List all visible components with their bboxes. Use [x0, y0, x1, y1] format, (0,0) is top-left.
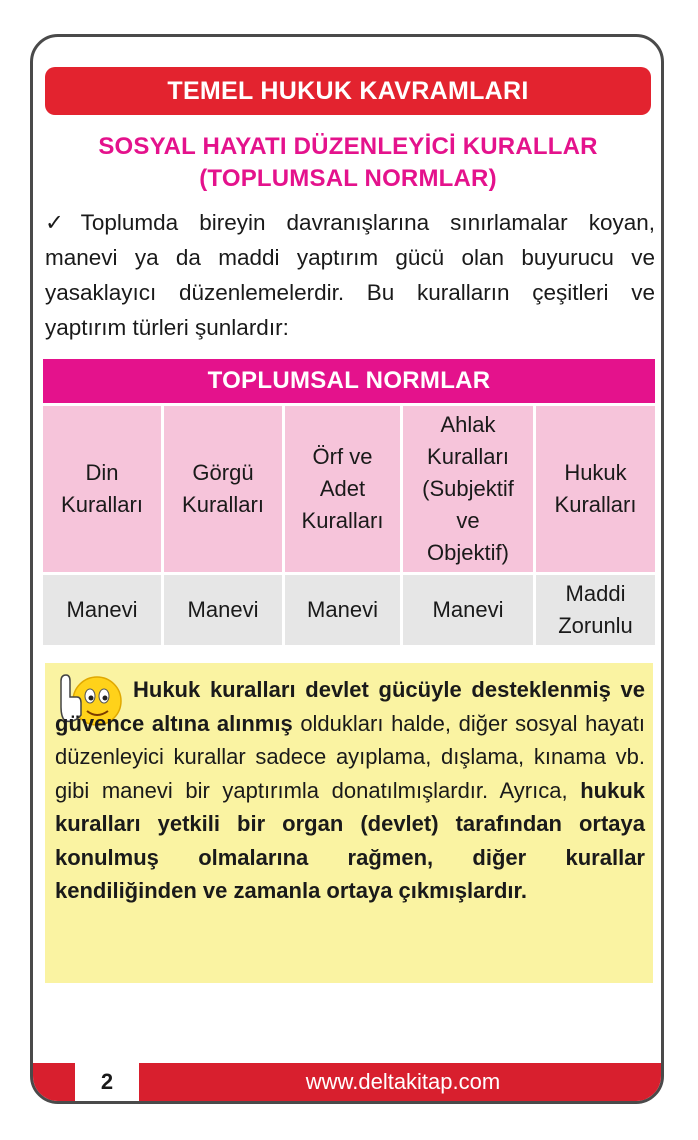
value-cell-din	[43, 575, 161, 645]
page-footer	[33, 1063, 664, 1101]
header-cell-line: Adet	[319, 476, 366, 501]
note-box	[45, 663, 653, 983]
header-cell-line: Kuralları	[427, 444, 509, 469]
norms-table-title-text: TOPLUMSAL NORMLAR	[207, 367, 491, 394]
value-cell-line: Manevi	[432, 597, 504, 622]
value-cell-gorgu	[164, 575, 282, 645]
info-card	[30, 34, 664, 1104]
page-number: 2	[100, 1069, 114, 1094]
note-text	[55, 673, 645, 908]
value-cell-line: Manevi	[307, 597, 378, 622]
value-cell-line: Manevi	[66, 597, 138, 622]
value-cell-ahlak	[403, 575, 533, 645]
header-cell-line: Kuralları	[301, 508, 384, 533]
intro-paragraph	[45, 205, 655, 345]
value-cell-orf-adet	[285, 575, 400, 645]
header-cell-line: (Subjektif	[422, 476, 514, 501]
note-bold-1: Hukuk kuralları devlet gücüyle desteklenmiş ve güvence altına alınmış	[55, 677, 645, 736]
header-cell-line: Ahlak	[440, 412, 496, 437]
header-cell-line: Örf ve	[312, 444, 373, 469]
norms-table-title	[43, 359, 655, 403]
page-number-box	[75, 1063, 139, 1101]
value-cell-line: Maddi	[565, 581, 626, 606]
header-cell-gorgu	[164, 406, 282, 572]
intro-text: Toplumda bireyin davranışlarına sınırlamalar koyan, manevi ya da maddi yaptırım gücü olan buyurucu ve yasaklayıcı düzenlemelerdir. Bu kuralların çeşitleri ve yaptırım türleri şunlardır:	[45, 210, 656, 340]
header-cell-din	[43, 406, 161, 572]
header-cell-line: Hukuk	[564, 460, 627, 485]
note-plain-1: oldukları halde, diğer sosyal hayatı düzenleyici kurallar sadece ayıplama, dışlama, kınama vb. gibi manevi bir yaptırımla donatılmışlardır. Ayrıca,	[55, 710, 645, 803]
website-link[interactable]: www.deltakitap.com	[305, 1069, 501, 1094]
norms-table	[43, 359, 655, 645]
header-cell-line: Kuralları	[554, 492, 637, 517]
value-cell-line: Zorunlu	[558, 613, 633, 638]
value-cell-hukuk	[536, 575, 655, 645]
value-cell-line: Manevi	[187, 597, 259, 622]
footer-website[interactable]	[139, 1063, 664, 1101]
note-bold-2: hukuk kuralları yetkili bir organ (devlet) tarafından ortaya konulmuş olmalarına rağmen, diğer kurallar kendiliğinden ve zamanla ortaya çıkmışlardır.	[55, 777, 645, 903]
norms-header-row	[43, 406, 655, 572]
section-subtitle	[45, 131, 651, 195]
norms-value-row	[43, 575, 655, 645]
header-cell-ahlak	[403, 406, 533, 572]
checkmark-icon: ✓	[45, 210, 79, 235]
header-cell-line: Kuralları	[61, 492, 143, 517]
page-header	[45, 67, 651, 115]
header-cell-line: Görgü	[192, 460, 254, 485]
header-cell-orf-adet	[285, 406, 400, 572]
header-title: TEMEL HUKUK KAVRAMLARI	[167, 76, 529, 105]
subtitle-line-1: SOSYAL HAYATI DÜZENLEYİCİ KURALLAR	[98, 133, 598, 160]
header-cell-line: Din	[85, 460, 119, 485]
header-cell-line: Objektif)	[427, 540, 509, 565]
header-cell-hukuk	[536, 406, 655, 572]
header-cell-line: Kuralları	[182, 492, 264, 517]
header-cell-line: ve	[456, 508, 480, 533]
subtitle-line-2: (TOPLUMSAL NORMLAR)	[199, 165, 497, 192]
